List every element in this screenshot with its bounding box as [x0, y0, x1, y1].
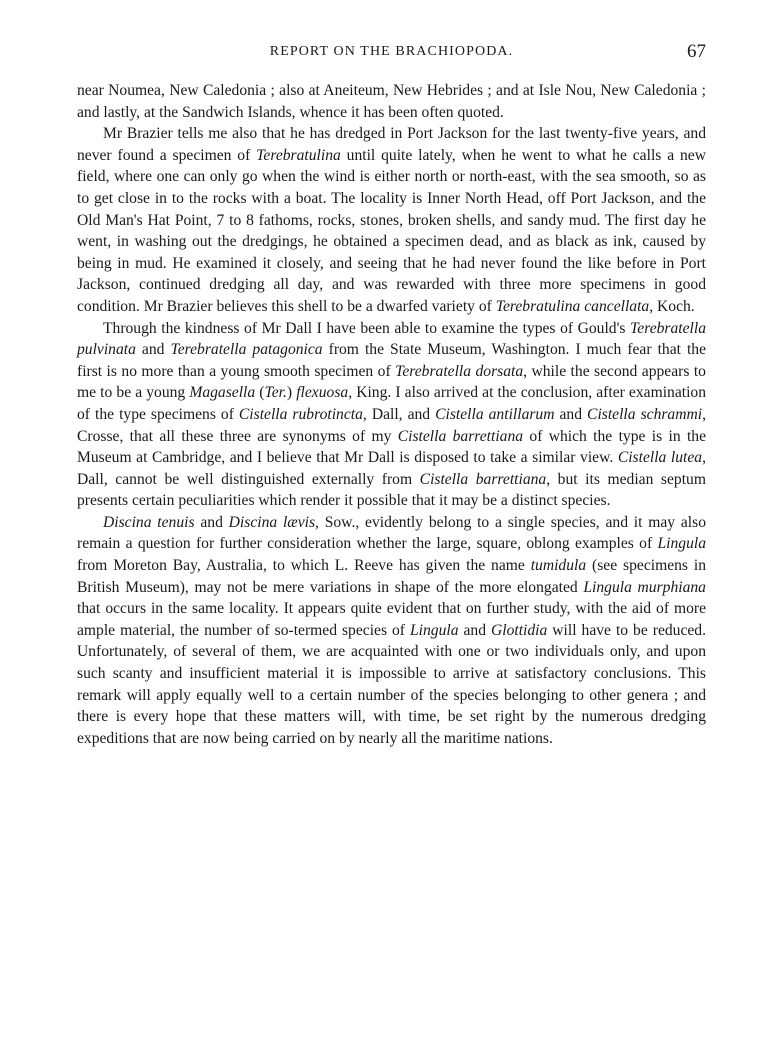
italic-term: Magasella — [189, 384, 256, 402]
text-run: from Moreton Bay, Australia, to which L. Reeve has given the name — [77, 557, 531, 575]
running-head — [77, 41, 706, 66]
text-run: and — [458, 621, 491, 639]
text-run: from the State Museum, Washington. I much fear that the first is no more than a young smooth specimen of — [77, 341, 707, 380]
running-title: REPORT ON THE BRACHIOPODA. — [269, 44, 514, 59]
italic-term: Ter. — [264, 384, 287, 402]
text-run: and — [135, 341, 171, 359]
text-run: will have to be reduced. Unfortunately, of several of them, we are acquainted with one or two individuals only, and upon such scanty and insufficient material it is impossible to arrive at satisfactory conclusions. This remark will apply equally well to a certain number of the species belonging to other genera ; and there is every hope that these matters will, with time, be set right by the numerous dredging expeditions that are now being carried on by nearly all the maritime nations. — [77, 621, 706, 747]
italic-term: Cistella lutea — [617, 449, 703, 467]
italic-term: tumidula — [530, 557, 587, 575]
italic-term: Cistella rubrotincta — [238, 405, 363, 423]
paragraph-3 — [77, 318, 706, 512]
italic-term: Lingula — [657, 535, 706, 553]
italic-term: Terebratella dorsata — [395, 362, 524, 380]
text-run: ) — [286, 384, 297, 402]
text-run: Through the kindness of Mr Dall I have been able to examine the types of Gould's — [103, 319, 631, 337]
paragraph-4 — [77, 512, 706, 750]
italic-term: Cistella barrettiana — [397, 427, 524, 445]
text-run: Mr Brazier tells me also that he has dredged in Port Jackson for the last twenty-five years, and never found a specimen of — [77, 125, 706, 164]
italic-term: Lingula — [409, 621, 459, 639]
text-run: , while the second appears to me to be a young — [77, 362, 706, 402]
text-run: near Noumea, New Caledonia ; also at Aneiteum, New Hebrides ; and at Isle Nou, New Caledonia ; and lastly, at the Sandwich Islands, whence it has been often quoted. — [77, 82, 706, 121]
italic-term: Discina lævis — [228, 513, 316, 531]
text-run: , Koch. — [649, 297, 695, 315]
text-run: , Sow., evidently belong to a single species, and it may also remain a question for further consideration whether the large, square, oblong examples of — [77, 513, 707, 553]
text-run: ( — [255, 384, 265, 402]
text-run: of which the type is in the Museum at Cambridge, and I believe that Mr Dall is disposed to take a similar view. — [77, 427, 707, 467]
text-run: , Dall, and — [362, 405, 436, 423]
text-run: and — [194, 513, 229, 531]
italic-term: Cistella antillarum — [435, 405, 555, 423]
italic-term: Cistella barrettiana — [419, 470, 547, 488]
italic-term: Discina tenuis — [103, 513, 195, 531]
text-run: , King. I also arrived at the conclusion, after examination of the type specimens of — [77, 384, 707, 423]
text-run: that occurs in the same locality. It appears quite evident that on further study, with the aid of more ample material, the number of so-termed species of — [77, 600, 706, 639]
text-run: and — [554, 405, 588, 423]
paragraph-2 — [77, 123, 706, 317]
text-run: , Dall, cannot be well distinguished externally from — [77, 449, 706, 488]
paragraph-1 — [77, 80, 706, 123]
text-run: , but its median septum presents certain peculiarities which render it possible that it may be a distinct species. — [77, 470, 706, 510]
body-text — [77, 80, 706, 749]
italic-term: Terebratulina cancellata — [495, 297, 650, 315]
text-run: until quite lately, when he went to what he calls a new field, where one can only go when the wind is either north or north-east, with the sea smooth, so as to get close in to the rocks with a boat. The locality is Inner North Head, off Port Jackson, and the Old Man's Hat Point, 7 to 8 fathoms, rocks, stones, broken shells, and sandy mud. The first day he went, in washing out the dredgings, he obtained a specimen dead, and as black as ink, caused by being in mud. He examined it closely, and seeing that he had never found the like before in Port Jackson, continued dredging all day, and was rewarded with three more specimens in good condition. Mr Brazier believes this shell to be a dwarfed variety of — [77, 146, 706, 315]
page-number: 67 — [687, 41, 706, 62]
italic-term: Lingula murphiana — [583, 578, 706, 596]
italic-term: Terebratulina — [256, 146, 341, 164]
italic-term: Terebratella patagonica — [170, 341, 323, 359]
text-run: (see specimens in British Museum), may not be mere variations in shape of the more elongated — [77, 557, 706, 596]
text-run: , Crosse, that all these three are synonyms of my — [77, 405, 706, 445]
italic-term: flexuosa — [296, 384, 349, 402]
italic-term: Glottidia — [490, 621, 548, 639]
italic-term: Terebratella pulvinata — [77, 319, 706, 359]
italic-term: Cistella schrammi — [587, 405, 703, 423]
